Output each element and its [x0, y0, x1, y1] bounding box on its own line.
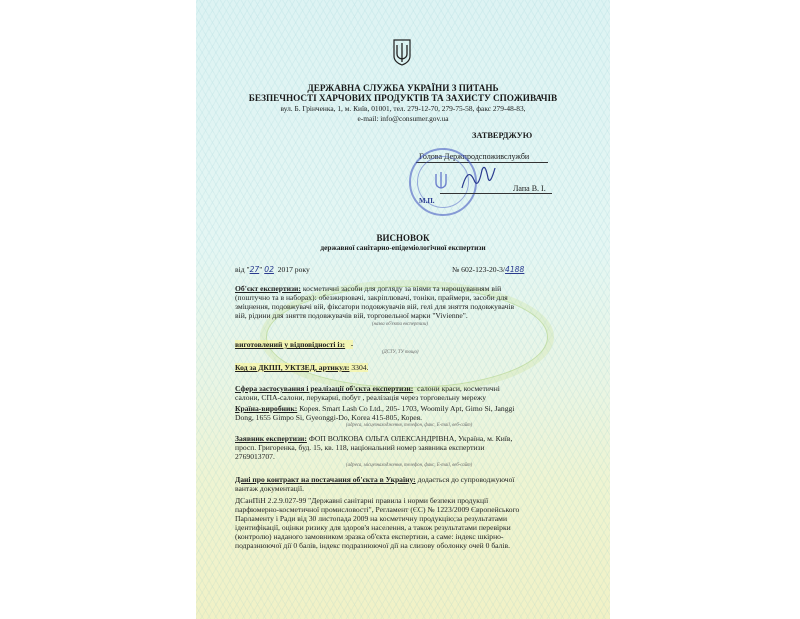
country-text-1: Корея. Smart Lash Co Ltd., 205- 1703, Woomily Apt, Gimo Si, Janggi: [299, 404, 515, 413]
manufactured-line: [235, 340, 353, 349]
object-caption: (назва об'єкта експертизи): [372, 322, 428, 327]
contract-line-2: вантаж документації.: [235, 484, 304, 493]
date-prefix: від ": [235, 265, 250, 274]
date-year: 2017 року: [277, 265, 310, 274]
object-label: Об'єкт експертизи:: [235, 284, 301, 293]
conclusion-subtitle: державної санітарно-епідеміологічної експертизи: [320, 243, 486, 252]
applicant-caption: (адреса, місцезнаходження, телефон, факс, E-mail, веб-сайт): [346, 463, 473, 468]
contract-label: Дані про контракт на постачання об'єкта в Україну:: [235, 475, 416, 484]
object-line-1: [235, 284, 501, 293]
stamp-label: М.П.: [419, 197, 435, 205]
agency-email: e-mail: info@consumer.gov.ua: [357, 114, 449, 123]
stamp-trident-icon: [432, 170, 450, 192]
code-value: 3304.: [351, 363, 369, 372]
date-mid: ": [259, 265, 263, 274]
scope-text-1: салони краси, косметичні: [417, 384, 500, 393]
signature-underline: [440, 193, 552, 194]
country-caption: (адреса, місцезнаходження, телефон, факс, E-mail, веб-сайт): [346, 423, 473, 428]
agency-line2: БЕЗПЕЧНОСТІ ХАРЧОВИХ ПРОДУКТІВ ТА ЗАХИСТУ СПОЖИВАЧІВ: [248, 93, 558, 103]
country-line-1: [235, 404, 514, 413]
number-prefix: № 602-123-20-3/: [452, 265, 506, 274]
approval-title: ЗАТВЕРДЖУЮ: [472, 131, 533, 140]
regulation-line-5: (контролю) наданого замовником зразка об'єкта експертизи, а саме: індекс шкірно-: [235, 532, 504, 541]
regulation-line-2: парфюмерно-косметичної промисловості", Регламент (ЄС) № 1223/2009 Європейського: [235, 505, 520, 514]
contract-text-1: додається до супроводжуючої: [417, 475, 515, 484]
agency-address: вул. Б. Грінченка, 1, м. Київ, 01001, тел. 279-12-70, 279-75-58, факс 279-48-83,: [280, 104, 526, 113]
code-label: Код за ДКПП, УКТЗЕД, артикул:: [235, 363, 350, 372]
object-text-1: косметичні засоби для догляду за віями та нарощуванням вій: [302, 284, 502, 293]
scope-line-1: [235, 384, 500, 393]
applicant-line-2: просп. Григоренка, буд. 15, кв. 118, національний номер заявника експертизи: [235, 443, 485, 452]
regulation-line-3: Парламенту і Ради від 30 листопада 2009 на косметичну продукцію;за результатами: [235, 514, 508, 523]
manufactured-caption: (ДСТУ, ТУ тощо): [382, 350, 419, 355]
scope-label: Сфера застосування і реалізації об'єкта експертизи:: [235, 384, 414, 393]
conclusion-number: [452, 265, 524, 274]
applicant-line-3: 2769013707.: [235, 452, 275, 461]
object-line-4: вій, рідини для зняття подовжувачів вій, торговельної марки "Vivienne".: [235, 311, 468, 320]
approval-name: Лапа В. І.: [513, 184, 546, 193]
applicant-label: Заявник експертизи:: [235, 434, 307, 443]
date-day-handwritten: 27: [249, 265, 260, 274]
approval-position-head: Голова: [419, 152, 443, 161]
date-month-handwritten: 02: [264, 265, 274, 274]
regulation-line-4: ідентифікації, оцінки ризику для здоров'я населення, а також результатами перевірки: [235, 523, 511, 532]
conclusion-date: [235, 265, 310, 274]
regulation-line-6: подразнюючої дії 0 балів, індекс подразнюючої дії на слизову оболонку очей 0 балів.: [235, 541, 510, 550]
manufactured-label: виготовлений у відповідності із:: [235, 340, 346, 349]
country-label: Країна-виробник:: [235, 404, 298, 413]
contract-line-1: [235, 475, 515, 484]
trident-coat-of-arms-icon: [392, 38, 412, 66]
code-line: [235, 363, 368, 372]
signature-icon: [458, 160, 498, 194]
number-handwritten: 4188: [505, 265, 525, 274]
certificate-page: [196, 0, 610, 619]
applicant-text-1: ФОП ВОЛКОВА ОЛЬГА ОЛЕКСАНДРІВНА, Україна, м. Київ,: [308, 434, 513, 443]
applicant-line-1: [235, 434, 512, 443]
scope-line-2: салони, СПА-салони, перукарні, побут , реалізація через торговельну мережу: [235, 393, 486, 402]
approval-position-org: Держпродспоживслужби: [444, 152, 530, 161]
agency-line1: ДЕРЖАВНА СЛУЖБА УКРАЇНИ З ПИТАНЬ: [307, 83, 499, 93]
object-line-3: зміцнення, подовжувачі вій, фіксатори подовжувачів вій, гелі для зняття подовжувачів: [235, 302, 515, 311]
object-line-2: (поштучно та в наборах): обезжирювачі, закріплювачі, тоніки, праймери, засоби для: [235, 293, 508, 302]
regulation-line-1: ДСанПіН 2.2.9.027-99 "Державні санітарні правила і норми безпеки продукції: [235, 496, 489, 505]
country-line-2: Dong, 1655 Gimpo Si, Gyeonggi-Do, Korea 415-805, Корея.: [235, 413, 423, 422]
conclusion-title: ВИСНОВОК: [376, 233, 430, 243]
manufactured-value: -: [350, 340, 354, 349]
